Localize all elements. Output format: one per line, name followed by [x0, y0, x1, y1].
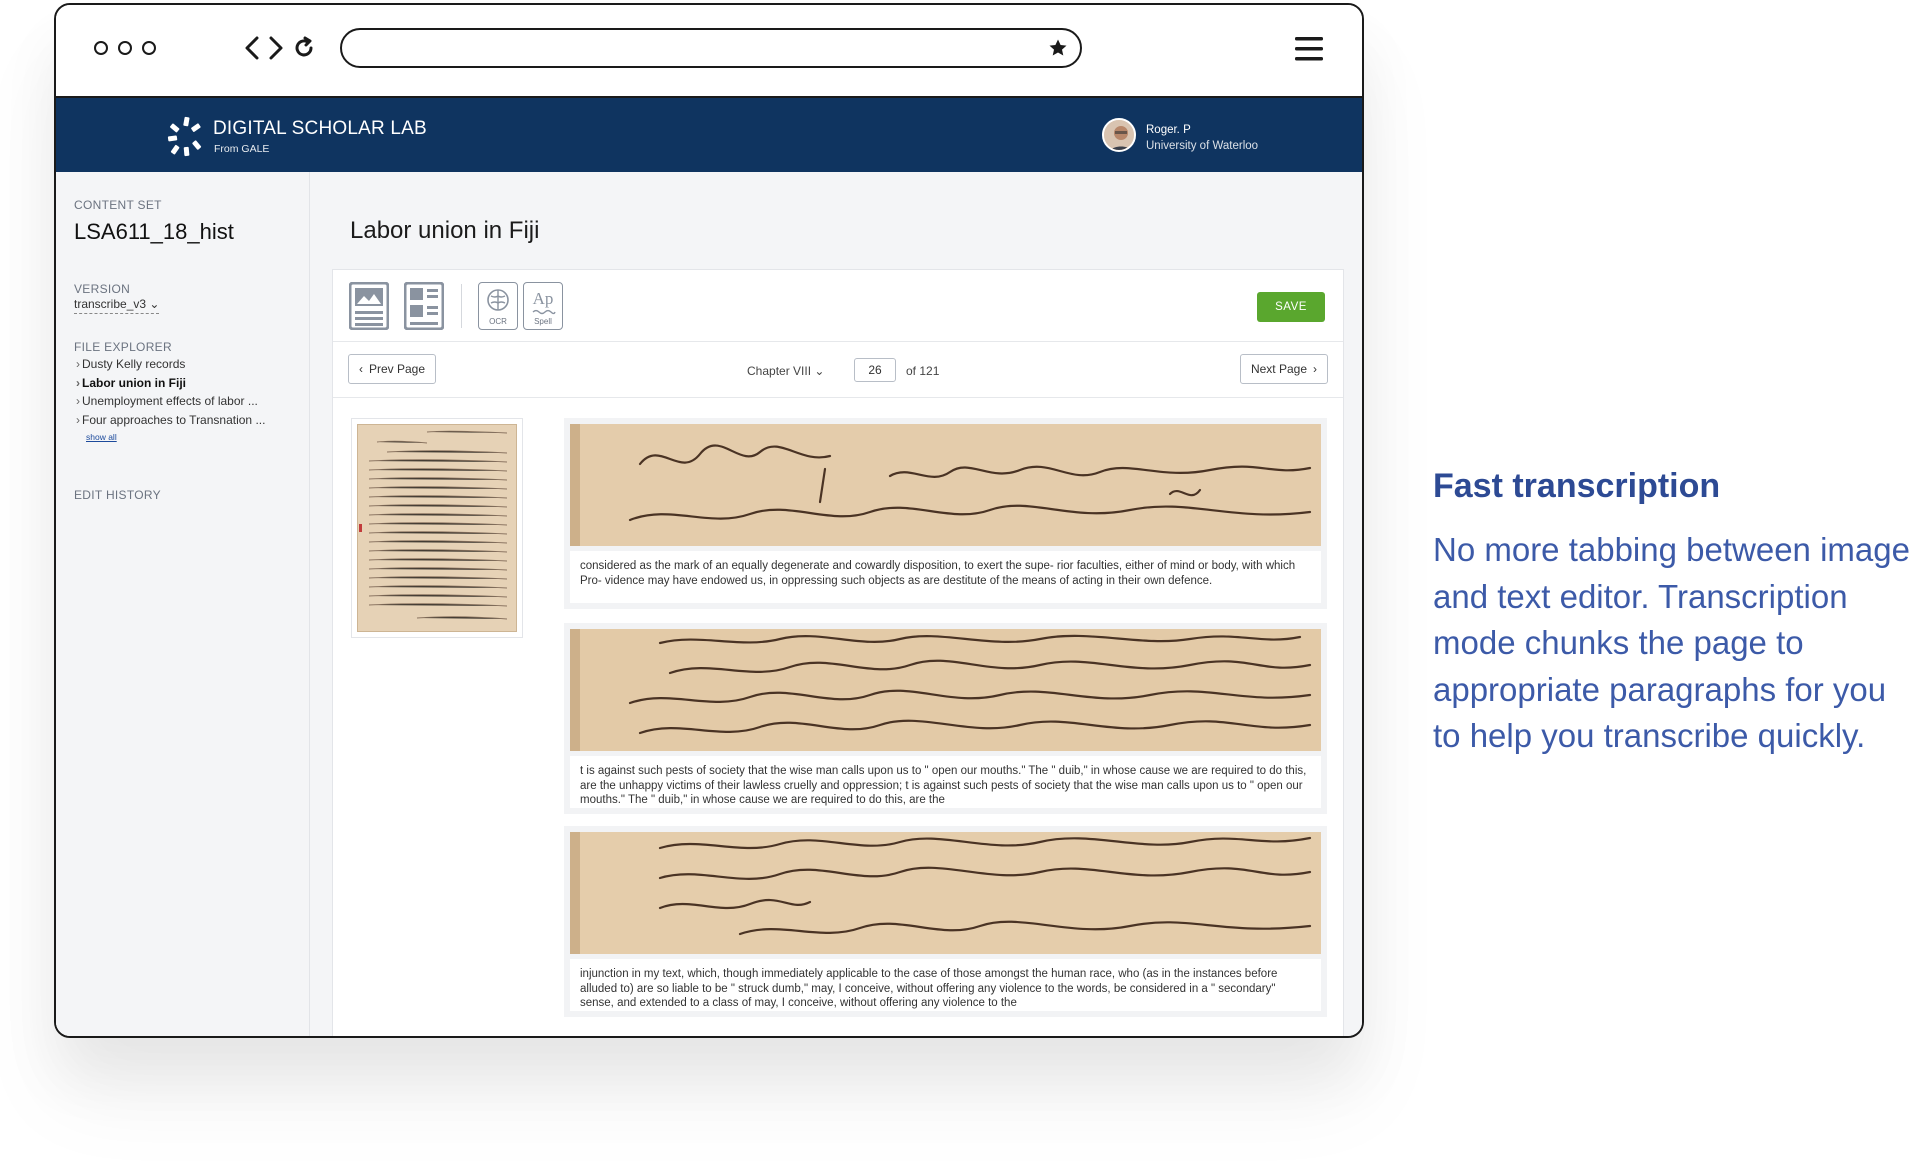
file-item-label: Dusty Kelly records [82, 357, 186, 371]
page-thumbnail[interactable] [351, 418, 523, 638]
file-item-label: Unemployment effects of labor ... [82, 394, 258, 408]
prev-page-label: Prev Page [369, 362, 426, 376]
file-item[interactable] [76, 394, 265, 413]
user-avatar-icon [1104, 120, 1136, 152]
sidebar [56, 172, 310, 1038]
user-avatar[interactable] [1102, 118, 1136, 152]
browser-nav [244, 35, 316, 61]
transcription-chunk [564, 623, 1327, 814]
browser-chrome [56, 5, 1362, 98]
content-area [56, 172, 1362, 1038]
address-bar[interactable] [340, 28, 1082, 68]
chevron-down-icon: ⌄ [149, 297, 160, 311]
transcription-text[interactable]: considered as the mark of an equally degenerate and cowardly disposition, to exert the supe- rior faculties, either of mind or body, with which Pro- vidence may have endowed us, in oppressing such objects as are destitute of the means of acting in their own defence. [570, 551, 1321, 603]
content-set-name: LSA611_18_hist [74, 219, 234, 244]
content-set-label: CONTENT SET [74, 198, 162, 212]
chevron-down-icon: ⌄ [814, 364, 825, 378]
chapter-value: Chapter VIII [747, 364, 812, 378]
manuscript-scan-image [570, 424, 1321, 546]
ocr-label: OCR [489, 317, 507, 326]
manuscript-thumbnail-image [357, 424, 517, 632]
window-controls [94, 41, 156, 55]
back-icon[interactable] [244, 35, 260, 61]
prev-page-button[interactable] [348, 354, 436, 384]
version-value: transcribe_v3 [74, 297, 147, 311]
squiggle-icon [532, 309, 556, 315]
bookmark-star-icon[interactable] [1048, 38, 1068, 58]
split-view-icon[interactable] [404, 282, 444, 330]
feature-description: No more tabbing between image and text editor. Transcription mode chunks the page to appropriate paragraphs for you to help you transcribe quickly. [1433, 531, 1910, 754]
ocr-button[interactable] [478, 282, 518, 330]
transcription-text[interactable]: t is against such pests of society that the wise man calls upon us to " open our mouths." The " duib," in whose cause we are required to do this, are the unhappy victims of their lawless cruelly and oppression; t is against such pests of society that the wise man calls upon us to " open our mouths." The " duib," in whose cause we are required to do this, are the [570, 756, 1321, 808]
edit-history-label[interactable]: EDIT HISTORY [74, 488, 161, 502]
version-dropdown[interactable] [74, 297, 159, 314]
transcription-text[interactable]: injunction in my text, which, though immediately applicable to the case of those amongst the human race, who (as in the instances before alluded to) are so liable to be " struck dumb," may, I conceive, without offering any violence to the words, be considered in a " secondary" sense, and extended to a class of may, I conceive, without offering any violence to the [570, 959, 1321, 1011]
file-item-label: Labor union in Fiji [82, 375, 186, 390]
page-total: of 121 [906, 364, 940, 378]
feature-title: Fast transcription [1433, 467, 1721, 505]
chevron-right-icon: › [76, 394, 80, 408]
chevron-right-icon: › [76, 375, 80, 390]
chapter-select[interactable] [747, 364, 824, 378]
spell-button[interactable] [523, 282, 563, 330]
app-header [56, 98, 1362, 172]
chevron-right-icon: › [76, 357, 80, 371]
file-item[interactable] [76, 413, 265, 432]
user-name[interactable]: Roger. P [1146, 124, 1191, 136]
file-explorer-label: FILE EXPLORER [74, 340, 172, 354]
save-button[interactable]: SAVE [1257, 292, 1325, 322]
forward-icon[interactable] [268, 35, 284, 61]
file-item-label: Four approaches to Transnation ... [82, 412, 266, 427]
file-item[interactable] [76, 357, 265, 376]
image-view-icon[interactable] [349, 282, 389, 330]
file-item-active[interactable] [76, 376, 265, 395]
manuscript-scan-image [570, 832, 1321, 954]
window-dot-close[interactable] [94, 41, 108, 55]
page-number-input[interactable] [854, 358, 896, 382]
transcription-chunk [564, 418, 1327, 609]
editor-toolbar [333, 270, 1343, 342]
next-page-button[interactable] [1240, 354, 1328, 384]
page-title: Labor union in Fiji [350, 217, 540, 244]
spell-glyph: Ap [532, 289, 554, 308]
user-organization: University of Waterloo [1146, 140, 1259, 152]
brand-subtitle: From GALE [214, 143, 270, 155]
page-navigation [333, 342, 1343, 398]
spell-label: Spell [534, 317, 552, 326]
version-label: VERSION [74, 282, 131, 296]
browser-window [54, 3, 1364, 1038]
gale-logo-icon[interactable] [166, 115, 208, 157]
brand-title: DIGITAL SCHOLAR LAB [213, 118, 427, 139]
next-page-label: Next Page [1250, 362, 1307, 376]
hamburger-menu-icon[interactable] [1294, 36, 1324, 62]
reload-icon[interactable] [292, 35, 316, 61]
transcription-panel [332, 269, 1344, 1038]
chevron-left-icon: ‹ [359, 362, 363, 376]
window-dot-minimize[interactable] [118, 41, 132, 55]
chevron-right-icon: › [76, 412, 80, 427]
brain-icon [478, 285, 518, 319]
chevron-right-icon: › [1313, 362, 1317, 376]
show-all-link[interactable]: show all [86, 432, 117, 442]
manuscript-scan-image [570, 629, 1321, 751]
toolbar-divider [461, 284, 462, 328]
transcription-chunk [564, 826, 1327, 1017]
file-explorer-list [76, 357, 265, 431]
window-dot-maximize[interactable] [142, 41, 156, 55]
